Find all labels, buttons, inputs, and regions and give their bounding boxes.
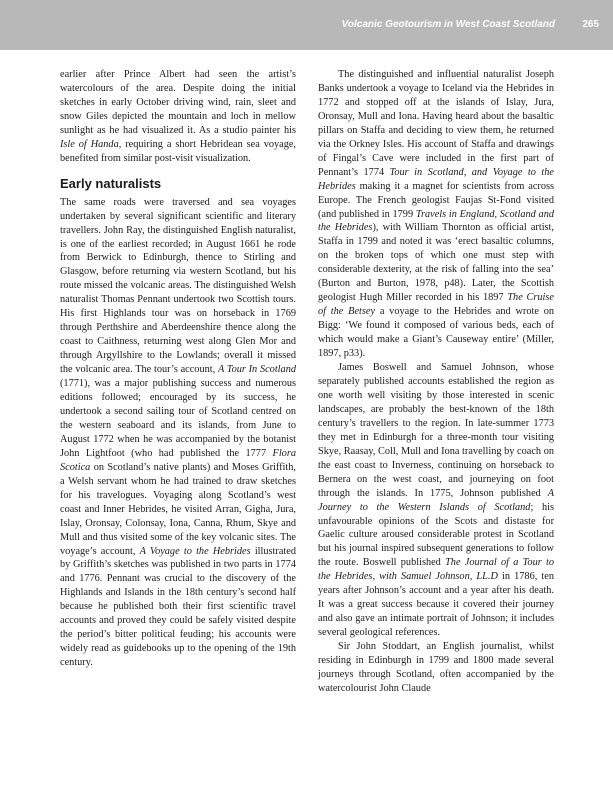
- paragraph: [60, 196, 296, 670]
- section-heading: Early naturalists: [60, 175, 162, 191]
- page-number: 265: [582, 19, 599, 30]
- paragraph: [318, 361, 554, 640]
- italic-text-run: Flora Scotica: [60, 447, 296, 473]
- paragraph: [318, 640, 554, 696]
- text-run: ), with William Thornton as official artist, Staffa in 1799 and noted it was ‘erect basaltic columns, on the broken tops of which one must step with considerable dexterity, at the risk of falling into the sea’ (Burton and Burton, 1978, p48). Later, the Scottish geologist Hugh Miller recorded in his 1897: [318, 222, 554, 304]
- text-run: (1771), was a major publishing success and numerous editions followed; encouraged by its success, he undertook a second sailing tour of Scotland centred on the western seaboard and its islands, from June to August 1772 when he was accompanied by the botanist John Lightfoot (who had published the 1777: [60, 378, 296, 459]
- page-header-bar: [0, 0, 613, 50]
- italic-text-run: Isle of Handa: [60, 138, 119, 150]
- italic-text-run: Travels in England, Scotland and the Hebrides: [318, 208, 554, 234]
- italic-text-run: Tour in Scotland, and Voyage to the Hebrides: [318, 166, 554, 192]
- running-title: Volcanic Geotourism in West Coast Scotland: [341, 19, 555, 30]
- text-run: on Scotland’s native plants) and Moses Griffith, a Welsh servant whom he had trained to draw sketches for his travelogues. Voyaging along Scotland’s west coast and Inner Hebrides, he visited Arran, Gigha, Jura, Islay, Oronsay, Colonsay, Iona, Canna, Rhum, Skye and Mull and thus visited some of the key volcanic sites. The voyage’s account,: [60, 461, 296, 557]
- text-run: a voyage to the Hebrides and wrote on Bigg: ‘We found it composed of various beds, each of which would make a Giant’s Causeway entire’ (Miller, 1897, p33).: [318, 306, 554, 360]
- text-run: ; his unfavourable opinions of the Scots and distaste for Gaelic culture aroused considerable protest in Scotland but his journal inspired subsequent generations to follow the route. Boswell published: [318, 501, 554, 569]
- left-column: [60, 68, 296, 670]
- italic-text-run: The Journal of a Tour to the Hebrides, with Samuel Johnson, LL.D: [318, 557, 554, 583]
- text-run: illustrated by Griffith’s sketches was published in two parts in 1774 and 1776. Pennant was crucial to the discovery of the Highlands and Islands in the 18th century’s second half because he published both their first scientific travel accounts and proved they could be safely visited despite the period’s bitter political feuding; his accounts were widely read as guidebooks up to the opening of the 19th century.: [60, 545, 296, 669]
- text-run: , requiring a short Hebridean sea voyage, benefited from similar post-visit visualization.: [60, 138, 297, 164]
- right-column: [318, 68, 554, 696]
- paragraph: [60, 68, 296, 166]
- text-run: The distinguished and influential naturalist Joseph Banks undertook a voyage to Iceland via the Hebrides in 1772 and stopped off at the islands of Islay, Jura, Oronsay, Mull and Iona. Having heard about the basaltic pillars on Staffa and deciding to view them, he returned via the Orkney Isles. His account of Staffa and drawings of Fingal’s Cave were included in the first part of Pennant’s 1774: [318, 69, 554, 178]
- italic-text-run: A Tour In Scotland: [217, 364, 296, 376]
- italic-text-run: A Journey to the Western Islands of Scotland: [318, 487, 554, 513]
- text-run: earlier after Prince Albert had seen the artist’s watercolours of the area. Despite doing the initial sketches in early October driving wind, rain, sleet and snow Giles depicted the mountain and loch in mellow sunlight as he had visualized it. As a studio painter his: [60, 69, 296, 136]
- text-run: in 1786, ten years after Johnson’s account and a year after his death. It was a great success because it covered their journey and also gave an intimate portrait of Johnson; it includes several geological references.: [318, 571, 554, 639]
- italic-text-run: The Cruise of the Betsey: [318, 292, 554, 318]
- text-run: Sir John Stoddart, an English journalist, whilst residing in Edinburgh in 1799 and 1800 made several journeys through Scotland, often accompanied by the watercolourist John Claude: [318, 641, 554, 694]
- paragraph: [318, 68, 554, 361]
- text-run: making it a magnet for scientists from across Europe. The French geologist Faujas St-Fond visited (and published in 1799: [318, 180, 554, 220]
- text-run: The same roads were traversed and sea voyages undertaken by several significant scientific and literary travellers. John Ray, the distinguished English naturalist, is one of the earliest recorded; in August 1661 he rode from Berwick to Edinburgh, thence to Stirling and Glasgow, before returning via western Scotland, but his route missed the volcanic areas. The distinguished Welsh naturalist Thomas Pennant undertook two Scottish tours. His first Highlands tour was on horseback in 1769 through Perthshire and Aberdeenshire thence along the coast to Caithness, returning west along Glen Mor and through Argyllshire to the Lowlands; overall it missed the volcanic area. The tour’s account,: [60, 196, 296, 376]
- text-run: James Boswell and Samuel Johnson, whose separately published accounts established the region as one worth well visiting by those interested in scenic landscapes, are probably the best-known of the 18th century’s travellers to the region. In late-summer 1773 they met in Edinburgh for a three-month tour visiting Skye, Raasay, Coll, Mull and Iona travelling by coach on the east coast to Inverness, continuing on horseback to Bernera on the west coast, and journeying on foot through the islands. In 1775, Johnson published: [318, 362, 554, 499]
- italic-text-run: A Voyage to the Hebrides: [139, 545, 251, 557]
